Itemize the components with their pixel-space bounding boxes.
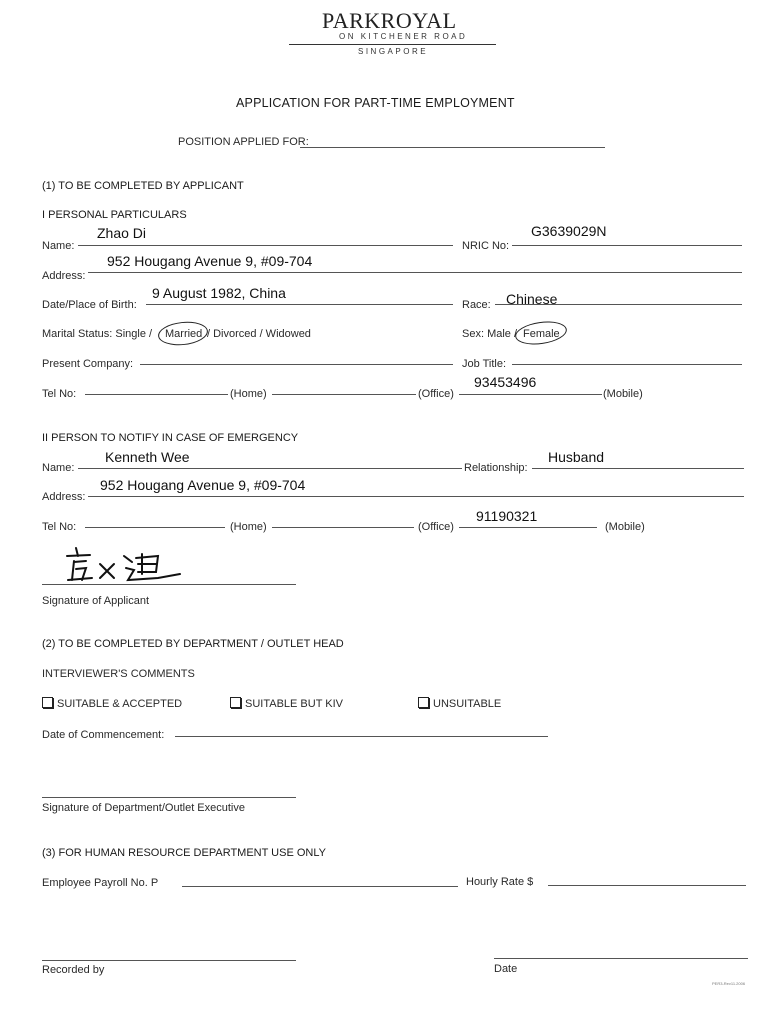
option-unsuitable[interactable] [418,697,501,710]
dept-signature-label: Signature of Department/Outlet Executive [42,802,245,814]
em-name-line [78,468,462,469]
commencement-label: Date of Commencement: [42,729,165,741]
checkbox-icon[interactable] [418,697,429,708]
applicant-signature-line[interactable] [42,584,296,585]
nric-value[interactable]: G3639029N [531,223,607,239]
payroll-line[interactable] [182,886,458,887]
tel-mobile-label: (Mobile) [603,388,643,400]
date-line[interactable] [494,958,748,959]
date-label: Date [494,963,518,975]
marital-label: Marital Status: Single / [42,328,153,340]
option-label: SUITABLE BUT KIV [245,698,344,710]
race-value[interactable]: Chinese [506,291,558,307]
sex-selected[interactable]: Female [523,328,560,340]
address-value[interactable]: 952 Hougang Avenue 9, #09-704 [107,253,313,269]
section2-heading: (2) TO BE COMPLETED BY DEPARTMENT / OUTLET HEAD [42,638,344,650]
dept-signature-line[interactable] [42,797,296,798]
recorded-by-line[interactable] [42,960,296,961]
tel-mobile-value[interactable]: 93453496 [474,374,537,390]
nric-line [512,245,742,246]
checkbox-icon[interactable] [42,697,53,708]
em-tel-home-label: (Home) [230,521,267,533]
em-tel-label: Tel No: [42,521,77,533]
hourly-rate-label: Hourly Rate $ [466,876,534,888]
dob-value[interactable]: 9 August 1982, China [152,285,286,301]
name-value[interactable]: Zhao Di [97,225,147,241]
emergency-heading: II PERSON TO NOTIFY IN CASE OF EMERGENCY [42,432,299,444]
em-name-value[interactable]: Kenneth Wee [105,449,190,465]
checkbox-icon[interactable] [230,697,241,708]
footer-code: PER3-Rev11.2006 [712,981,746,986]
tel-office-line[interactable] [272,394,416,395]
applicant-signature-label: Signature of Applicant [42,595,150,607]
address-line [88,272,742,273]
brand-logo-text: PARKROYAL [322,8,457,33]
address-label: Address: [42,270,86,282]
em-tel-office-line[interactable] [272,527,414,528]
company-line[interactable] [140,364,453,365]
tel-home-line[interactable] [85,394,228,395]
dob-line [146,304,453,305]
form-title: APPLICATION FOR PART-TIME EMPLOYMENT [236,96,515,110]
em-relationship-line [532,468,744,469]
name-label: Name: [42,240,75,252]
em-tel-home-line[interactable] [85,527,225,528]
option-suitable-accepted[interactable] [42,697,182,710]
tel-label: Tel No: [42,388,77,400]
race-line [495,304,742,305]
name-line [78,245,453,246]
hourly-rate-line[interactable] [548,885,746,886]
em-tel-mobile-value[interactable]: 91190321 [476,508,538,524]
letterhead-line2: SINGAPORE [358,47,429,56]
marital-selected-circle [157,319,209,347]
em-tel-office-label: (Office) [418,521,454,533]
commencement-line[interactable] [175,736,548,737]
sex-label: Sex: Male / [462,328,518,340]
dob-label: Date/Place of Birth: [42,299,137,311]
jobtitle-line[interactable] [512,364,742,365]
comments-label: INTERVIEWER'S COMMENTS [42,668,195,680]
em-address-value[interactable]: 952 Hougang Avenue 9, #09-704 [100,477,306,493]
sex-selected-circle [514,318,569,347]
tel-mobile-line [459,394,602,395]
applicant-signature-image [62,544,192,586]
jobtitle-label: Job Title: [462,358,507,370]
em-relationship-value[interactable]: Husband [548,449,605,465]
position-label: POSITION APPLIED FOR: [178,136,309,148]
option-label: SUITABLE & ACCEPTED [57,698,183,710]
em-name-label: Name: [42,462,75,474]
race-label: Race: [462,299,491,311]
marital-selected[interactable]: Married [165,328,203,340]
payroll-label: Employee Payroll No. P [42,877,159,889]
em-address-label: Address: [42,491,86,503]
marital-rest: / Divorced / Widowed [207,328,311,340]
company-label: Present Company: [42,358,134,370]
em-tel-mobile-label: (Mobile) [605,521,645,533]
tel-office-label: (Office) [418,388,454,400]
letterhead-line1: ON KITCHENER ROAD [339,32,468,41]
letterhead-rule [289,44,496,45]
em-tel-mobile-line [459,527,597,528]
section1-heading: (1) TO BE COMPLETED BY APPLICANT [42,180,244,192]
section3-heading: (3) FOR HUMAN RESOURCE DEPARTMENT USE ONLY [42,847,326,859]
tel-home-label: (Home) [230,388,267,400]
option-suitable-kiv[interactable] [230,697,343,710]
position-line[interactable] [300,147,605,148]
option-label: UNSUITABLE [433,698,502,710]
personal-heading: I PERSONAL PARTICULARS [42,209,187,221]
nric-label: NRIC No: [462,240,510,252]
recorded-by-label: Recorded by [42,964,105,976]
em-relationship-label: Relationship: [464,462,528,474]
em-address-line [88,496,744,497]
